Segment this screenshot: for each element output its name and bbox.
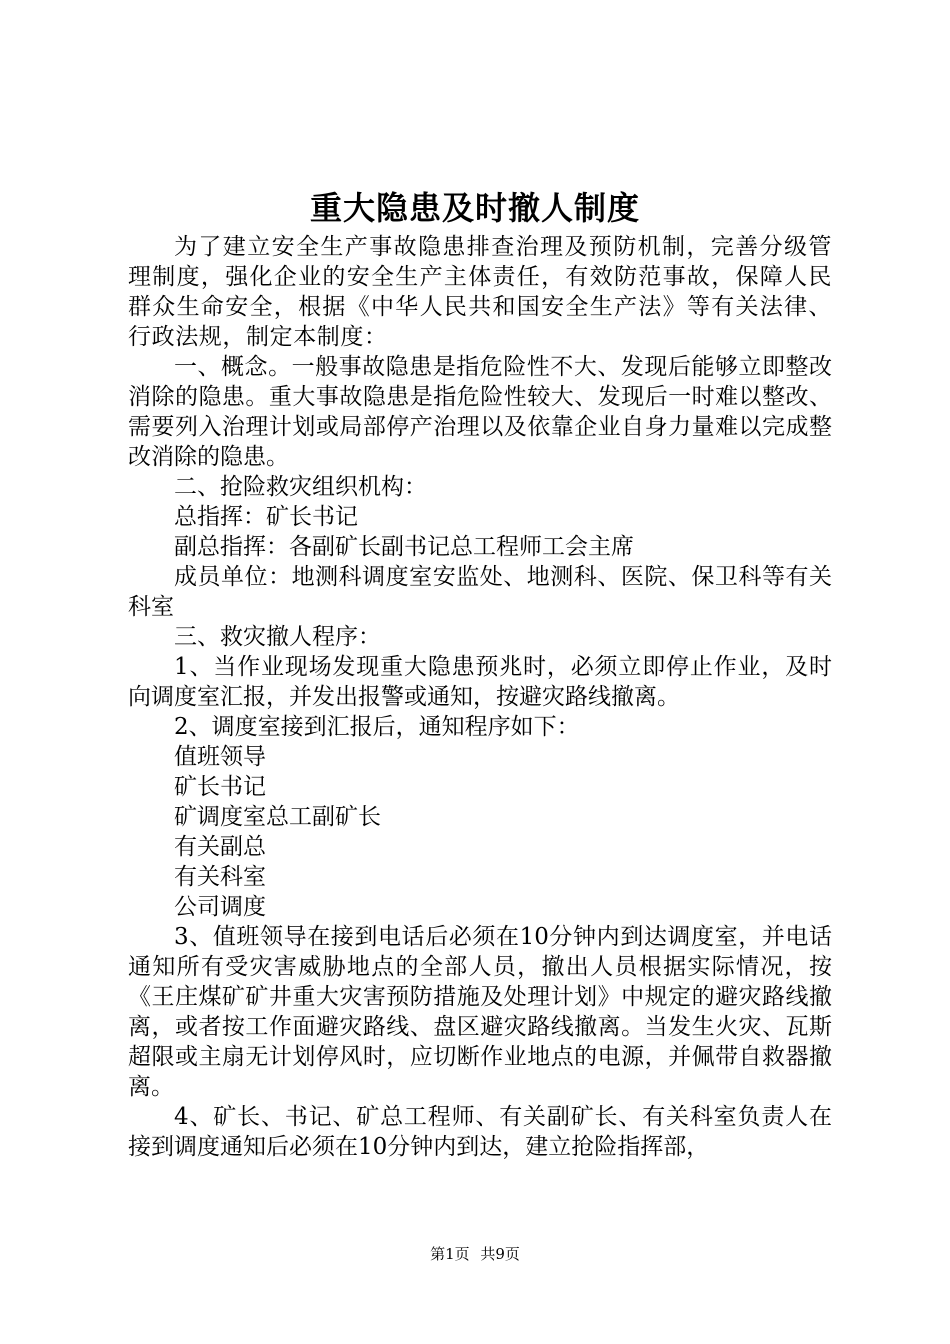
list-item-deputy-chief: 有关副总 bbox=[174, 834, 266, 860]
list-item-company-dispatch: 公司调度 bbox=[174, 894, 266, 920]
page-number: 第1页 bbox=[430, 1245, 470, 1263]
paragraph-concept: 一、概念。一般事故隐患是指危险性不大、发现后能够立即整改消除的隐患。重大事故隐患是指危险性较大、发现后一时难以整改、需要列入治理计划或局部停产治理以及依靠企业自身力量难以完成整改消除的隐患。 bbox=[128, 354, 832, 470]
document-title: 重大隐患及时撤人制度 bbox=[309, 189, 640, 227]
page-total: 共9页 bbox=[480, 1245, 520, 1263]
list-item-departments: 有关科室 bbox=[174, 864, 266, 890]
paragraph-intro: 为了建立安全生产事故隐患排查治理及预防机制，完善分级管理制度，强化企业的安全生产主体责任，有效防范事故，保障人民群众生命安全，根据《中华人民共和国安全生产法》等有关法律、行政法规，制定本制度： bbox=[128, 234, 832, 350]
list-item-duty-leader: 值班领导 bbox=[174, 744, 266, 770]
paragraph-step-2: 2、调度室接到汇报后，通知程序如下： bbox=[174, 714, 580, 740]
list-item-mine-director: 矿长书记 bbox=[174, 774, 266, 800]
list-item-dispatch-room: 矿调度室总工副矿长 bbox=[174, 804, 381, 830]
paragraph-procedure-heading: 三、救灾撤人程序： bbox=[174, 624, 381, 650]
page-footer bbox=[0, 1242, 950, 1266]
paragraph-step-1: 1、当作业现场发现重大隐患预兆时，必须立即停止作业，及时向调度室汇报，并发出报警或通知，按避灾路线撤离。 bbox=[128, 654, 832, 710]
paragraph-org-heading: 二、抢险救灾组织机构： bbox=[174, 474, 427, 500]
paragraph-member-units: 成员单位：地测科调度室安监处、地测科、医院、保卫科等有关科室 bbox=[128, 564, 832, 620]
paragraph-deputy-commander: 副总指挥：各副矿长副书记总工程师工会主席 bbox=[174, 534, 634, 560]
paragraph-step-4: 4、矿长、书记、矿总工程师、有关副矿长、有关科室负责人在接到调度通知后必须在10分钟内到达，建立抢险指挥部， bbox=[128, 1104, 832, 1160]
document-body bbox=[128, 232, 832, 1162]
paragraph-step-3: 3、值班领导在接到电话后必须在10分钟内到达调度室，并电话通知所有受灾害威胁地点的全部人员，撤出人员根据实际情况，按《王庄煤矿矿井重大灾害预防措施及处理计划》中规定的避灾路线撤离，或者按工作面避灾路线、盘区避灾路线撤离。当发生火灾、瓦斯超限或主扇无计划停风时，应切断作业地点的电源，并佩带自救器撤离。 bbox=[128, 924, 832, 1100]
paragraph-commander: 总指挥：矿长书记 bbox=[174, 504, 358, 530]
